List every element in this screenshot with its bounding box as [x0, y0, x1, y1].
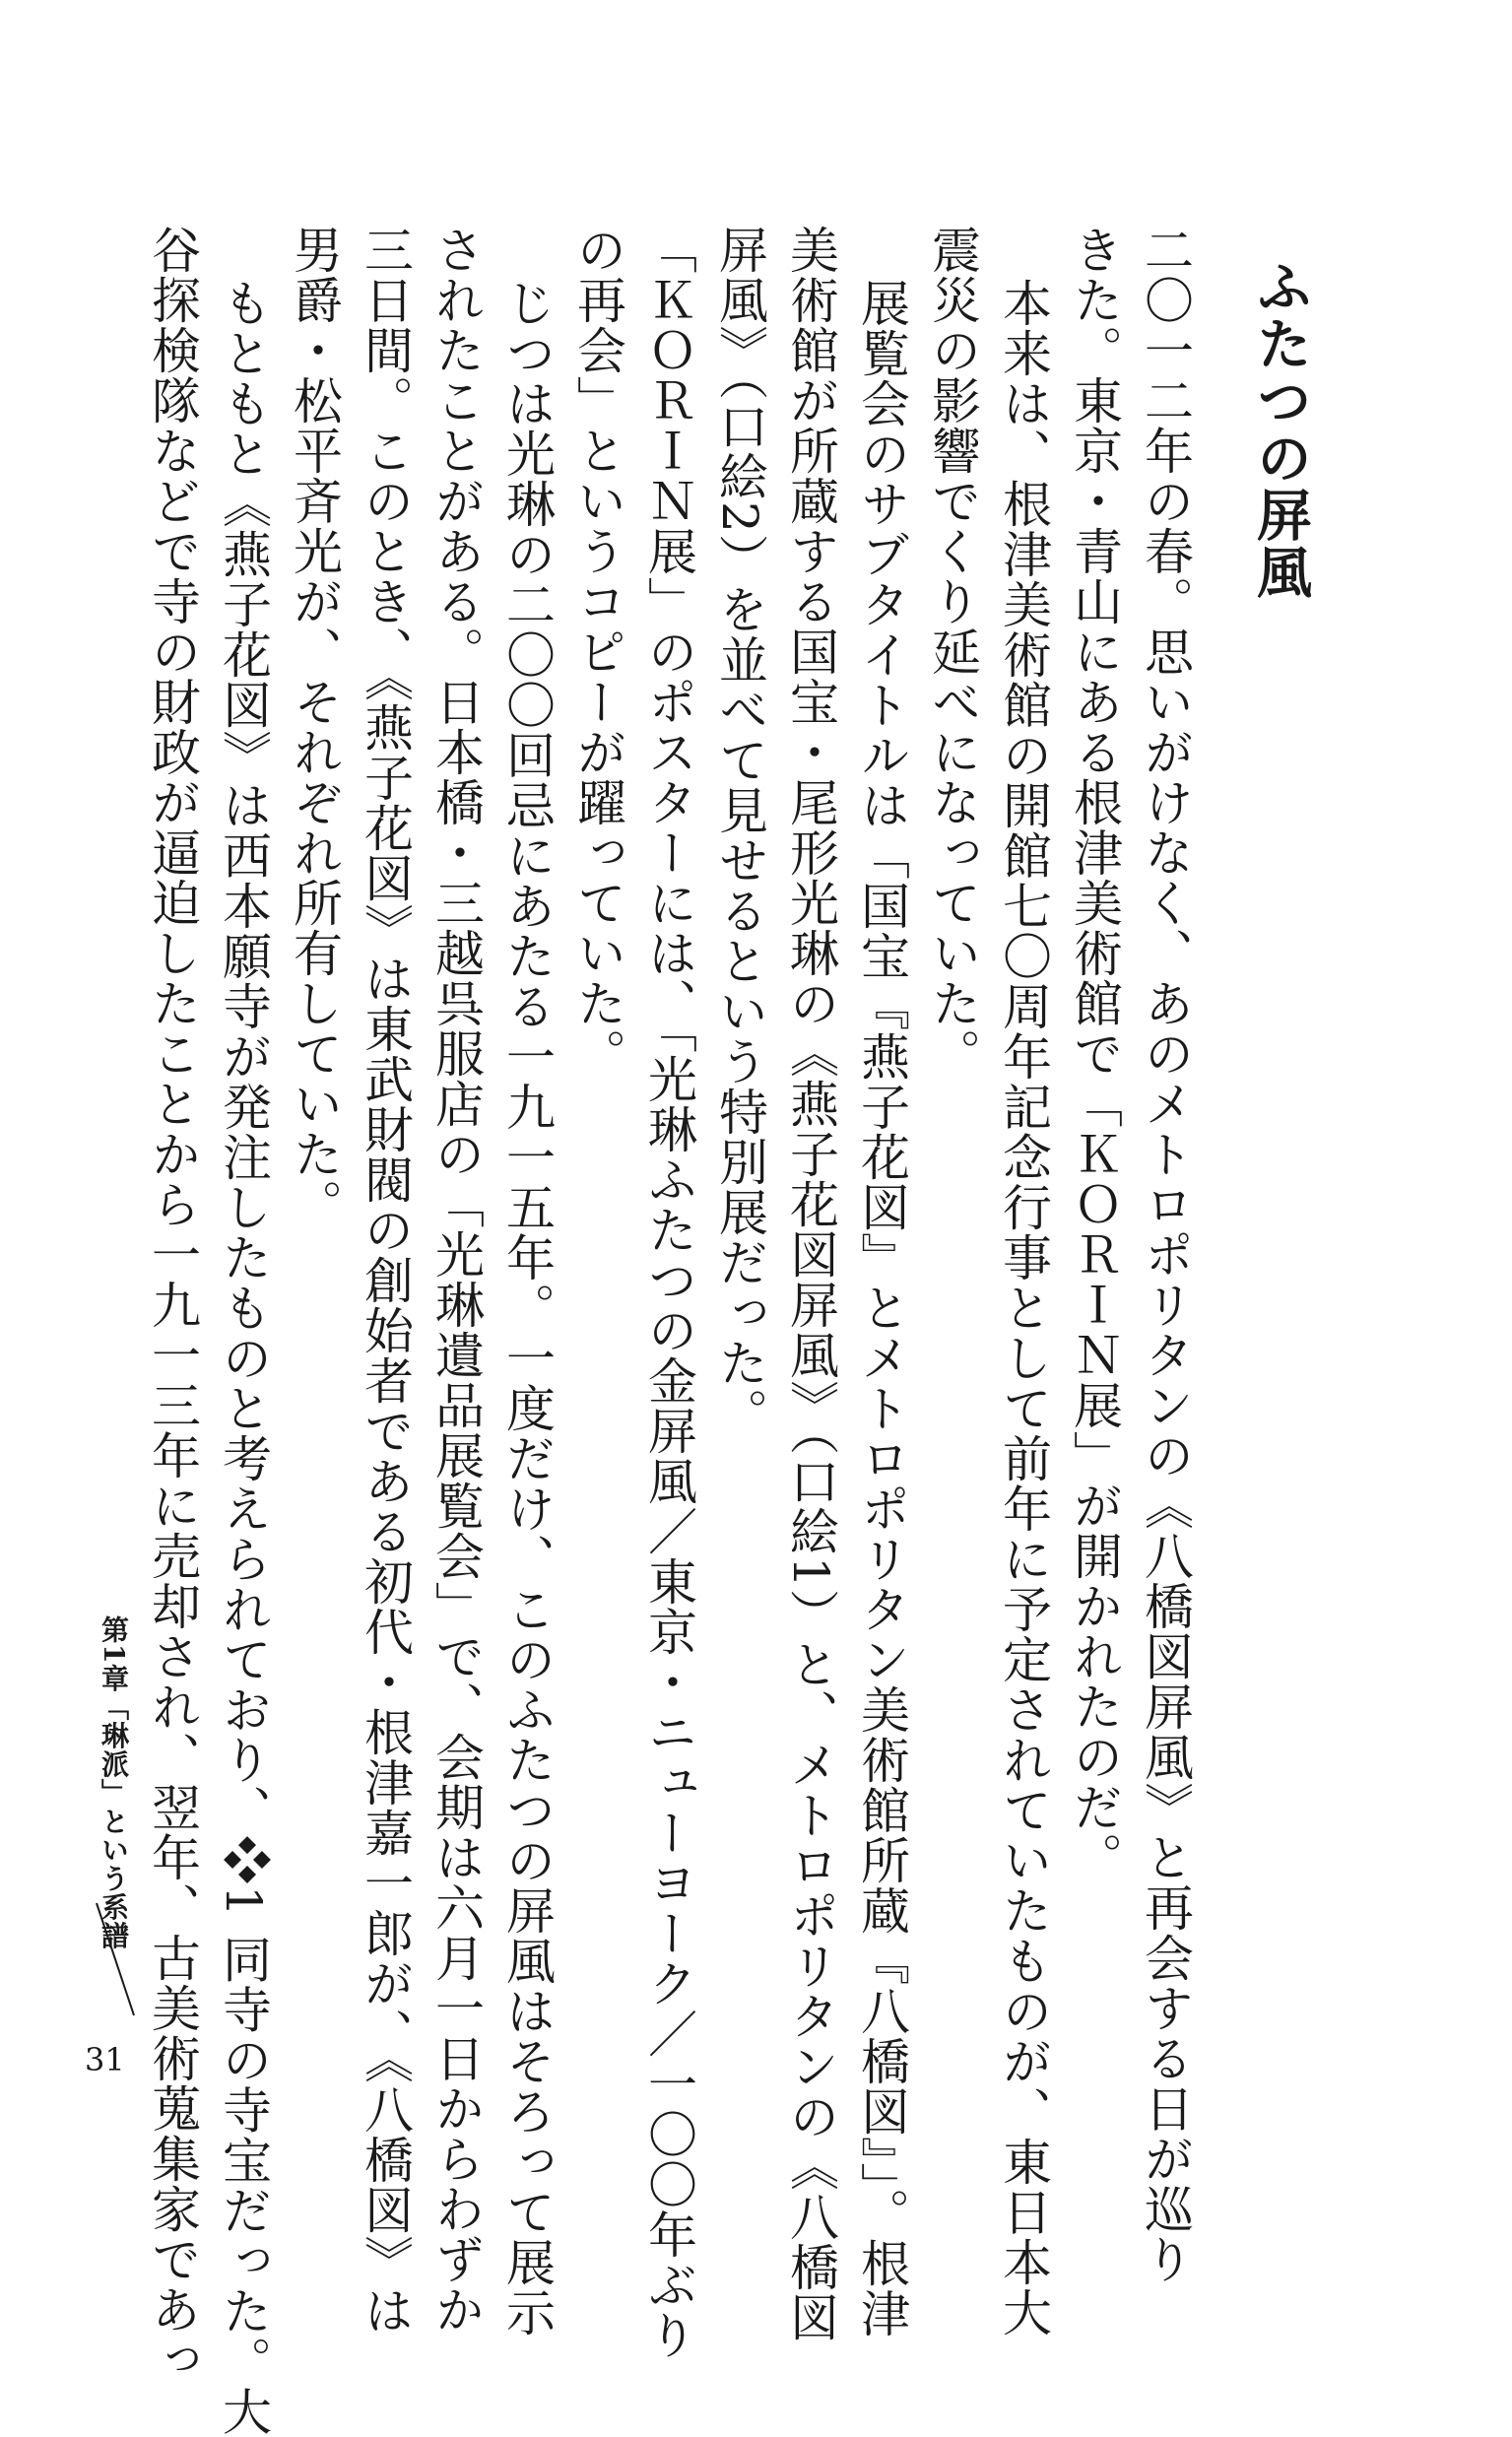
- page-number: 31: [85, 2041, 125, 2078]
- body-column: きた。東京・青山にある根津美術館で「ＫＯＲＩＮ展」が開かれたのだ。: [1066, 225, 1123, 1882]
- body-column: されたことがある。日本橋・三越呉服店の「光琳遺品展覧会」で、会期は六月一日からわずか: [427, 225, 485, 2335]
- body-column: 美術館が所蔵する国宝・尾形光琳の《燕子花図屏風》（口絵1）と、メトロポリタンの《八橋図: [782, 225, 839, 2342]
- body-column: 男爵・松平斉光が、それぞれ所有していた。: [286, 225, 343, 1229]
- running-header-chapter: 第1章「琳派」という系譜: [98, 1615, 130, 1950]
- body-column: 展覧会のサブタイトルは「国宝『燕子花図』とメトロポリタン美術館所蔵『八橋図』」。根津: [853, 278, 910, 2338]
- body-column: もともと《燕子花図》は西本願寺が発注したものと考えられており、❖1 同寺の寺宝だった。大: [215, 278, 272, 2437]
- body-column: 三日間。このとき、《燕子花図》は東武財閥の創始者である初代・根津嘉一郎が、《八橋図》は: [357, 225, 414, 2336]
- body-column: の再会」というコピーが躍っていた。: [569, 225, 626, 1079]
- body-column: じつは光琳の二〇〇回忌にあたる一九一五年。一度だけ、このふたつの屏風はそろって展示: [498, 278, 556, 2338]
- folio-divider-line: [95, 1901, 138, 2019]
- body-column: 二〇一二年の春。思いがけなく、あのメトロポリタンの《八橋図屏風》と再会する日が巡り: [1137, 225, 1194, 2284]
- section-title: ふたつの屏風: [1248, 258, 1313, 601]
- body-column: 屏風》（口絵2）を並べて見せるという特別展だった。: [711, 225, 768, 1438]
- body-column: 震災の影響でくり延べになっていた。: [924, 225, 981, 1079]
- body-column: 本来は、根津美術館の開館七〇周年記念行事として前年に予定されていたものが、東日本大: [995, 278, 1052, 2338]
- body-column: 谷探検隊などで寺の財政が逼迫したことから一九一三年に売却され、翌年、古美術蒐集家であっ: [144, 225, 201, 2385]
- body-column: 「ＫＯＲＩＮ展」のポスターには、「光琳ふたつの金屏風／東京・ニューヨーク／一〇〇年ぶり: [640, 225, 697, 2360]
